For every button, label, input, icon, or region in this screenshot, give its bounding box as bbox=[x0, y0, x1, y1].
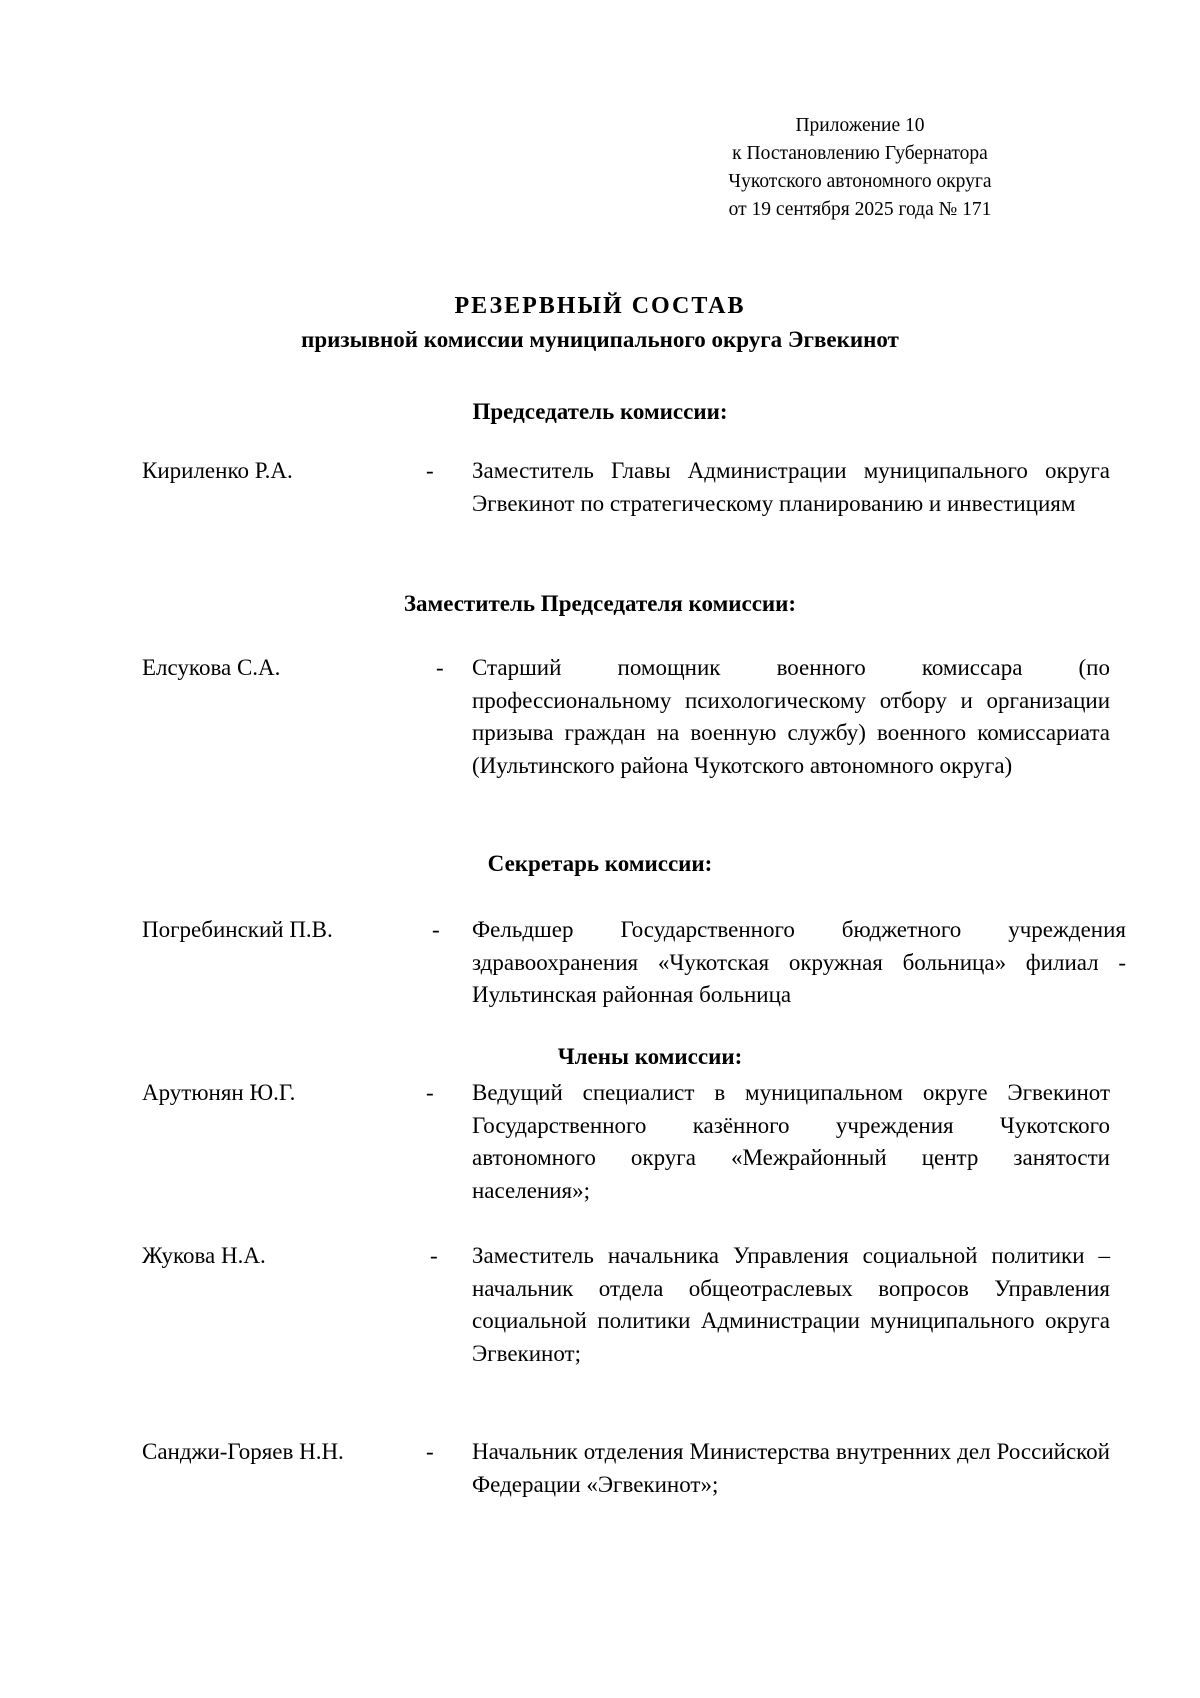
dash-separator: - bbox=[426, 458, 434, 483]
person-name: Жукова Н.А. bbox=[142, 1243, 266, 1268]
section-heading-chairman: Председатель комиссии: bbox=[472, 399, 728, 424]
section-heading-deputy: Заместитель Председателя комиссии: bbox=[403, 591, 797, 616]
person-position: Фельдшер Государственного бюджетного учреждения здравоохранения «Чукотская окружная больница» филиал - Иультинская районная больница bbox=[472, 917, 1126, 1007]
person-position: Заместитель начальника Управления социальной политики – начальник отдела общеотраслевых вопросов Управления социальной политики Администрации муниципального округа Эгвекинот; bbox=[472, 1243, 1110, 1366]
person-position: Заместитель Главы Администрации муниципального округа Эгвекинот по стратегическому планированию и инвестициям bbox=[472, 458, 1110, 516]
person-position: Старший помощник военного комиссара (по профессиональному психологическому отбору и организации призыва граждан на военную службу) военного комиссариата (Иультинского района Чукотского автономного округа) bbox=[472, 655, 1110, 778]
appendix-line: к Постановлению Губернатора bbox=[732, 143, 988, 164]
appendix-line: Приложение 10 bbox=[795, 115, 925, 136]
document-subtitle: призывной комиссии муниципального округа Эгвекинот bbox=[301, 327, 899, 352]
person-name: Елсукова С.А. bbox=[142, 655, 281, 680]
appendix-line: от 19 сентября 2025 года № 171 bbox=[728, 199, 992, 220]
appendix-block bbox=[650, 112, 1070, 224]
person-position: Начальник отделения Министерства внутренних дел Российской Федерации «Эгвекинот»; bbox=[472, 1439, 1110, 1497]
dash-separator: - bbox=[436, 655, 444, 680]
dash-separator: - bbox=[426, 1080, 434, 1105]
section-heading-members: Члены комиссии: bbox=[557, 1044, 743, 1069]
dash-separator: - bbox=[432, 917, 440, 942]
person-name: Санджи-Горяев Н.Н. bbox=[142, 1439, 344, 1464]
person-position: Ведущий специалист в муниципальном округе Эгвекинот Государственного казённого учреждения Чукотского автономного округа «Межрайонный центр занятости населения»; bbox=[472, 1080, 1110, 1203]
person-name: Арутюнян Ю.Г. bbox=[142, 1080, 296, 1105]
appendix-line: Чукотского автономного округа bbox=[728, 171, 992, 192]
person-name: Погребинский П.В. bbox=[142, 917, 333, 942]
person-name: Кириленко Р.А. bbox=[142, 458, 293, 483]
section-heading-secretary: Секретарь комиссии: bbox=[487, 851, 713, 876]
dash-separator: - bbox=[430, 1243, 438, 1268]
document-title: РЕЗЕРВНЫЙ СОСТАВ bbox=[454, 293, 746, 319]
dash-separator: - bbox=[426, 1439, 434, 1464]
